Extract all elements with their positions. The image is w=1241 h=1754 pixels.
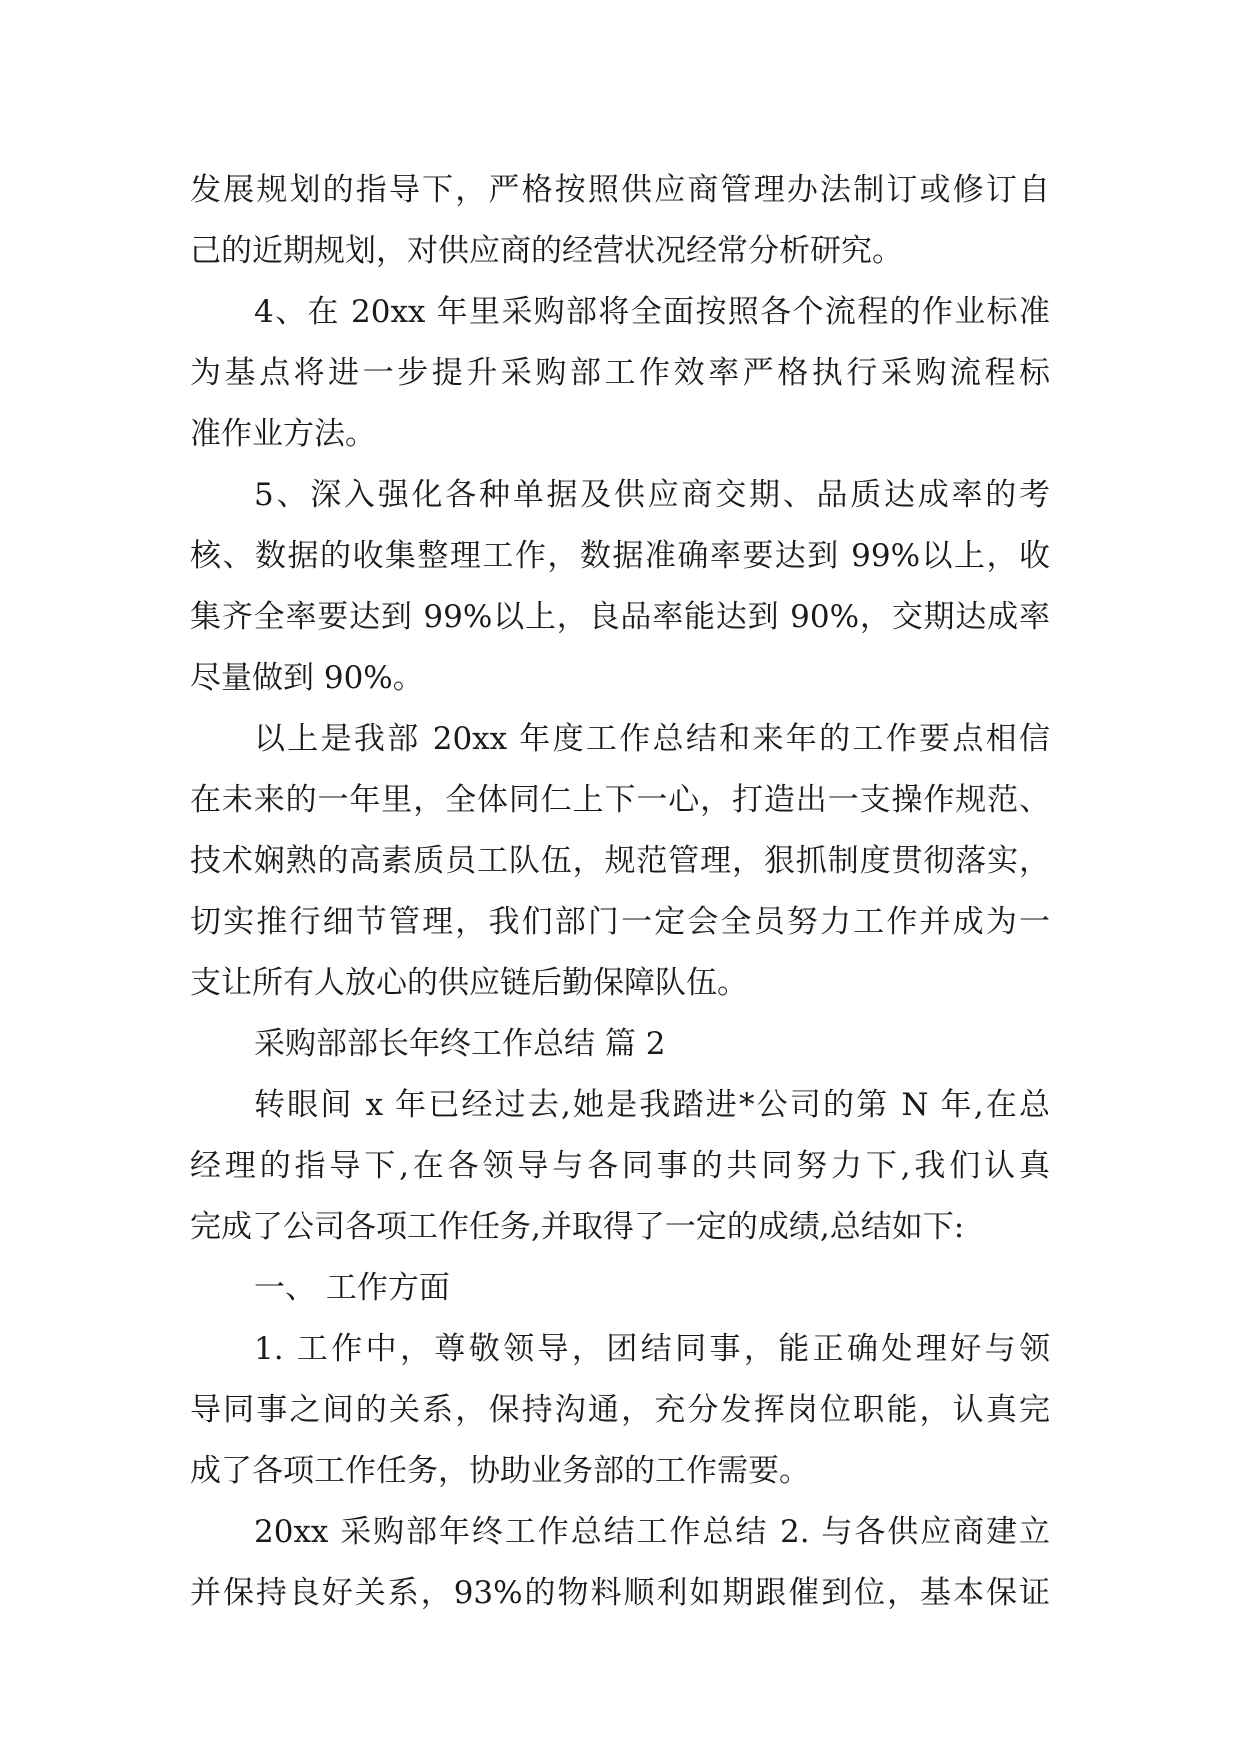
document-body xyxy=(190,160,1050,1624)
text-line: 完成了公司各项工作任务,并取得了一定的成绩,总结如下: xyxy=(190,1209,965,1245)
text-line: 技术娴熟的高素质员工队伍，规范管理，狠抓制度贯彻落实， xyxy=(190,843,1050,879)
section-heading: 一、 工作方面 xyxy=(254,1270,450,1306)
text-line: 5、深入强化各种单据及供应商交期、品质达成率的考 xyxy=(254,477,1050,513)
text-line: 集齐全率要达到 99%以上，良品率能达到 90%，交期达成率 xyxy=(190,599,1050,635)
section-title: 采购部部长年终工作总结 篇 2 xyxy=(254,1026,666,1062)
text-line: 导同事之间的关系，保持沟通，充分发挥岗位职能，认真完 xyxy=(190,1392,1050,1428)
text-line: 核、数据的收集整理工作，数据准确率要达到 99%以上，收 xyxy=(190,538,1050,574)
text-line: 20xx 采购部年终工作总结工作总结 2. 与各供应商建立 xyxy=(254,1514,1050,1550)
text-line: 并保持良好关系，93%的物料顺利如期跟催到位，基本保证 xyxy=(190,1575,1050,1611)
text-line: 发展规划的指导下，严格按照供应商管理办法制订或修订自 xyxy=(190,172,1050,208)
text-line: 己的近期规划，对供应商的经营状况经常分析研究。 xyxy=(190,233,903,269)
text-line: 1. 工作中，尊敬领导，团结同事，能正确处理好与领 xyxy=(254,1331,1050,1367)
text-line: 在未来的一年里，全体同仁上下一心，打造出一支操作规范、 xyxy=(190,782,1050,818)
text-line: 4、在 20xx 年里采购部将全面按照各个流程的作业标准 xyxy=(254,294,1050,330)
text-line: 成了各项工作任务，协助业务部的工作需要。 xyxy=(190,1453,810,1489)
text-line: 支让所有人放心的供应链后勤保障队伍。 xyxy=(190,965,748,1001)
text-line: 尽量做到 90%。 xyxy=(190,660,424,696)
text-line: 切实推行细节管理，我们部门一定会全员努力工作并成为一 xyxy=(190,904,1050,940)
text-line: 转眼间 x 年已经过去,她是我踏进*公司的第 N 年,在总 xyxy=(254,1087,1050,1123)
text-line: 为基点将进一步提升采购部工作效率严格执行采购流程标 xyxy=(190,355,1050,391)
text-line: 经理的指导下,在各领导与各同事的共同努力下,我们认真 xyxy=(190,1148,1050,1184)
text-line: 准作业方法。 xyxy=(190,416,376,452)
text-line: 以上是我部 20xx 年度工作总结和来年的工作要点相信 xyxy=(254,721,1050,757)
